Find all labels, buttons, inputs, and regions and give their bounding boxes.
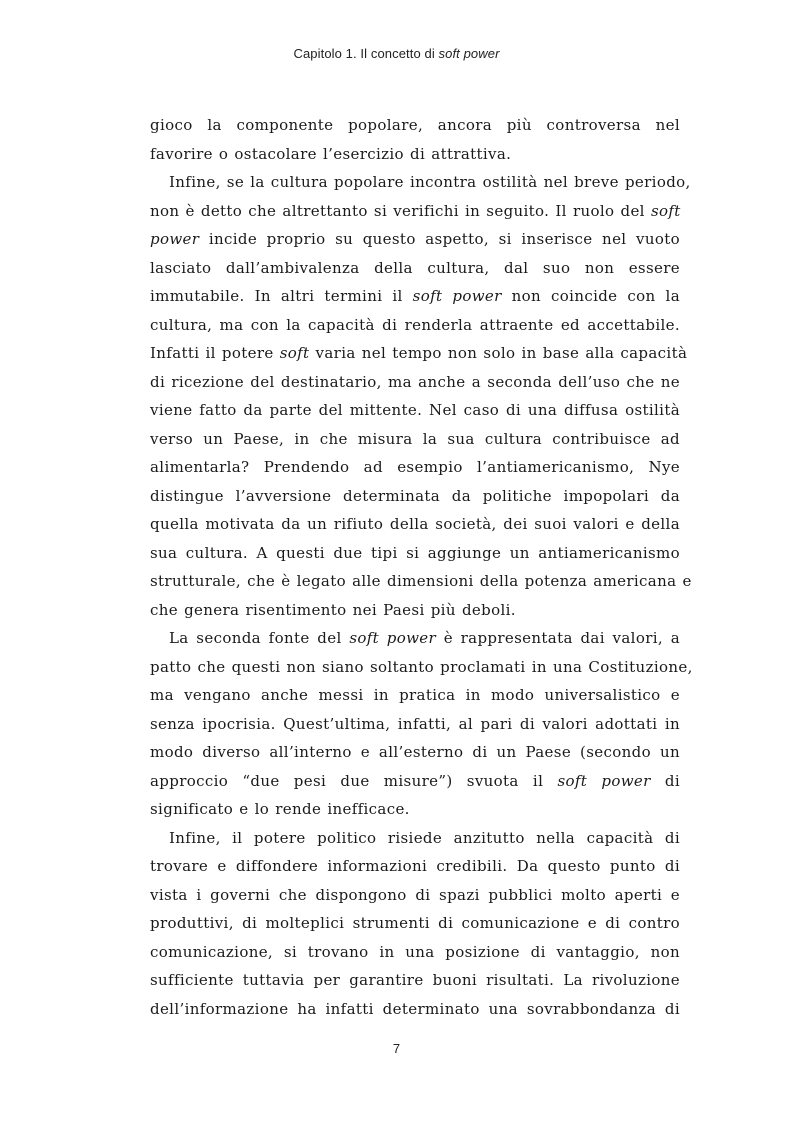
text-line: [150, 795, 680, 824]
text-line: [150, 653, 693, 682]
text-line: [150, 482, 680, 511]
text-segment: cultura, ma con la capacità di renderla attraente ed accettabile.: [150, 315, 680, 334]
text-line: [150, 596, 680, 625]
text-line: [150, 197, 680, 226]
header-text: Capitolo 1. Il concetto di: [293, 46, 439, 61]
text-segment: non è detto che altrettanto si verifichi in seguito. Il ruolo del: [150, 201, 651, 220]
text-segment: sufficiente tuttavia per garantire buoni risultati. La rivoluzione: [150, 971, 680, 989]
text-line: [150, 111, 680, 140]
text-segment: sua cultura. A questi due tipi si aggiunge un antiamericanismo: [150, 543, 680, 562]
text-line: [150, 738, 680, 767]
text-segment: Infine, se la cultura popolare incontra ostilità nel breve periodo,: [169, 173, 691, 191]
text-line: [150, 368, 680, 397]
text-line: [150, 767, 680, 796]
text-segment: significato e lo rende inefficace.: [150, 800, 410, 818]
text-segment: incide proprio su questo aspetto, si inserisce nel vuoto: [199, 230, 680, 248]
text-segment: dell’informazione ha infatti determinato una sovrabbondanza di: [150, 999, 680, 1018]
text-segment: immutabile. In altri termini il: [150, 287, 413, 305]
text-segment: di ricezione del destinatario, ma anche a seconda dell’uso che ne: [150, 372, 680, 391]
text-line: [150, 852, 680, 881]
italic-text-segment: soft power: [557, 771, 651, 790]
text-segment: quella motivata da un rifiuto della società, dei suoi valori e della: [150, 515, 680, 533]
text-line: [150, 510, 680, 539]
text-segment: vista i governi che dispongono di spazi pubblici molto aperti e: [150, 885, 680, 904]
text-segment: viene fatto da parte del mittente. Nel caso di una diffusa ostilità: [150, 401, 680, 419]
header-italic-text: soft power: [438, 46, 500, 61]
text-line: [150, 311, 680, 340]
text-line: [150, 681, 680, 710]
text-line: [150, 539, 680, 568]
text-line: [150, 824, 680, 853]
text-line: [150, 881, 680, 910]
text-segment: ma vengano anche messi in pratica in modo universalistico e: [150, 686, 680, 704]
text-segment: comunicazione, si trovano in una posizione di vantaggio, non: [150, 942, 680, 961]
text-line: [150, 710, 680, 739]
text-line: [150, 425, 680, 454]
text-segment: trovare e diffondere informazioni credibili. Da questo punto di: [150, 857, 680, 875]
running-header: [0, 46, 793, 61]
text-line: [150, 624, 680, 653]
text-segment: produttivi, di molteplici strumenti di comunicazione e di contro: [150, 914, 680, 932]
text-line: [150, 339, 688, 368]
text-segment: gioco la componente popolare, ancora più controversa nel: [150, 116, 680, 134]
text-segment: modo diverso all’interno e all’esterno di un Paese (secondo un: [150, 743, 680, 761]
text-line: [150, 567, 692, 596]
italic-text-segment: soft power: [349, 629, 437, 647]
text-line: [150, 995, 680, 1024]
text-line: [150, 396, 680, 425]
text-segment: Infatti il potere: [150, 344, 280, 362]
italic-text-segment: soft: [650, 201, 681, 220]
text-line: [150, 453, 680, 482]
italic-text-segment: power: [150, 230, 200, 248]
text-segment: Infine, il potere politico risiede anzitutto nella capacità di: [169, 828, 680, 847]
text-segment: strutturale, che è legato alle dimensioni della potenza americana e: [150, 572, 692, 590]
text-segment: distingue l’avversione determinata da politiche impopolari da: [150, 486, 680, 505]
text-line: [150, 168, 691, 197]
text-segment: patto che questi non siano soltanto proclamati in una Costituzione,: [150, 657, 693, 676]
text-line: [150, 225, 680, 254]
text-segment: La seconda fonte del: [169, 629, 350, 647]
text-segment: è rappresentata dai valori, a: [436, 629, 680, 647]
body-text: [150, 111, 693, 1023]
text-line: [150, 909, 680, 938]
text-segment: che genera risentimento nei Paesi più deboli.: [150, 600, 516, 619]
text-line: [150, 966, 680, 995]
text-segment: alimentarla? Prendendo ad esempio l’antiamericanismo, Nye: [150, 458, 680, 476]
italic-text-segment: soft: [279, 344, 310, 362]
text-line: [150, 938, 680, 967]
text-segment: favorire o ostacolare l’esercizio di attrattiva.: [150, 144, 512, 163]
italic-text-segment: soft power: [412, 287, 502, 305]
text-segment: non coincide con la: [501, 287, 680, 305]
page-number: 7: [392, 1041, 401, 1056]
text-segment: senza ipocrisia. Quest’ultima, infatti, al pari di valori adottati in: [150, 714, 680, 733]
text-segment: di: [650, 771, 681, 790]
text-segment: verso un Paese, in che misura la sua cultura contribuisce ad: [150, 429, 680, 448]
text-line: [150, 254, 680, 283]
text-segment: varia nel tempo non solo in base alla capacità: [309, 344, 688, 362]
text-line: [150, 140, 680, 169]
text-segment: lasciato dall’ambivalenza della cultura, dal suo non essere: [150, 258, 680, 277]
text-segment: approccio “due pesi due misure”) svuota il: [150, 771, 558, 790]
text-line: [150, 282, 680, 311]
